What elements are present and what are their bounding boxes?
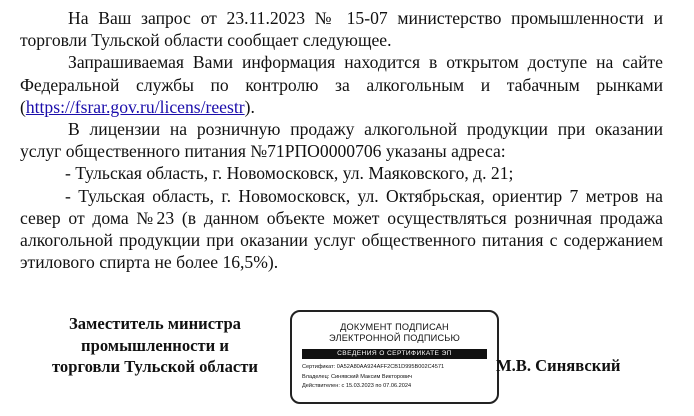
paragraph-info-text: Запрашиваемая Вами информация находится в открытом доступе на сайте Федеральной службы по контролю за алкогольным и табачным рынками ( — [20, 52, 663, 117]
stamp-heading — [292, 322, 497, 344]
certificate-info-bar: СВЕДЕНИЯ О СЕРТИФИКАТЕ ЭП — [302, 349, 487, 359]
signer-name: М.В. Синявский — [496, 356, 621, 375]
signer-position-line: торговли Тульской области — [51, 357, 258, 376]
electronic-signature-stamp — [290, 310, 499, 404]
certificate-details — [302, 363, 491, 392]
registry-link[interactable]: https://fsrar.gov.ru/licens/reestr — [25, 96, 245, 117]
paragraph-request: На Ваш запрос от 23.11.2023 № 15-07 министерство промышленности и торговли Тульской области сообщает следующее. — [20, 8, 663, 51]
certificate-validity: Действителен: с 15.03.2023 по 07.06.2024 — [302, 383, 412, 390]
stamp-heading-line: ДОКУМЕНТ ПОДПИСАН — [340, 322, 449, 332]
paragraph-info-end: ). — [244, 96, 255, 117]
certificate-number: Сертификат: 0A52A80AA924AFF2CB1D995B002C4571 — [302, 364, 445, 370]
certificate-owner: Владелец: Синявский Максим Викторович — [302, 373, 413, 380]
signer-position-line: Заместитель министра — [69, 314, 241, 333]
paragraph-info — [20, 51, 663, 118]
letter-body — [20, 7, 663, 273]
signer-position — [26, 313, 284, 378]
address-item-1: - Тульская область, г. Новомосковск, ул. Маяковского, д. 21; — [65, 163, 514, 184]
signer-position-line: промышленности и — [81, 335, 229, 355]
address-item-2: - Тульская область, г. Новомосковск, ул. Октябрьская, ориентир 7 метров на север от дома №23 (в данном объекте может осуществляться розничная продажа алкогольной продукции при оказании услуг общественного питания с содержанием этилового спирта не более 16,5%). — [20, 185, 663, 273]
stamp-heading-line: ЭЛЕКТРОННОЙ ПОДПИСЬЮ — [329, 333, 460, 343]
paragraph-license: В лицензии на розничную продажу алкогольной продукции при оказании услуг общественного питания №71РПО0000706 указаны адреса: — [20, 119, 663, 162]
